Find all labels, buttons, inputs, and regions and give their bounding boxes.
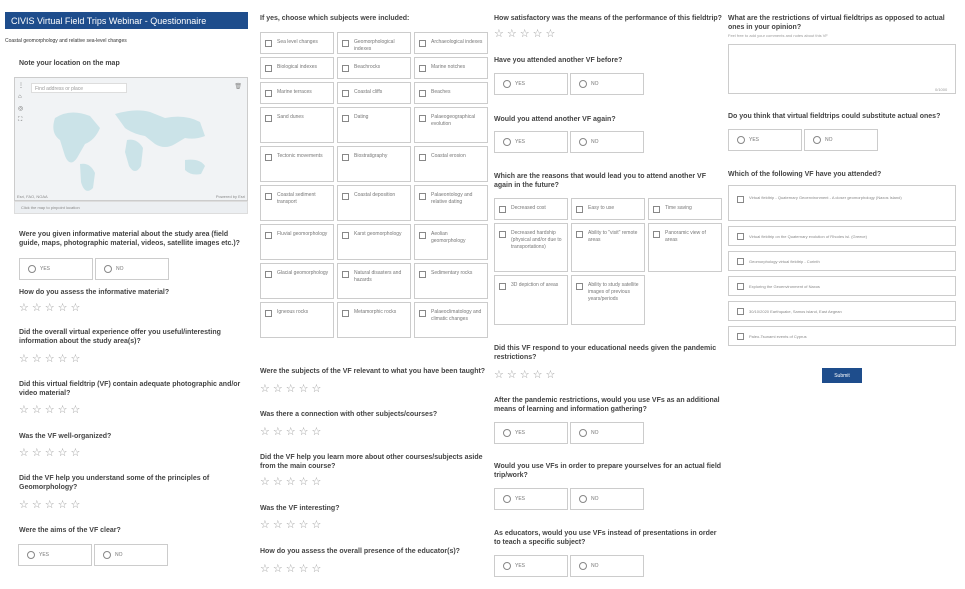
checkbox-icon <box>342 40 349 47</box>
c1-q4: Did this virtual fieldtrip (VF) contain adequate photographic and/or video material? <box>19 381 241 397</box>
c4-q1: What are the restrictions of virtual fieldtrips as opposed to actual ones in your opinion? <box>728 15 945 31</box>
no-option[interactable]: NO <box>570 488 644 510</box>
checkbox-icon <box>499 206 506 213</box>
attended-option[interactable]: Exploring the Geoenvironment of Naxos <box>728 276 956 296</box>
subject-option[interactable]: Metamorphic rocks <box>337 302 411 338</box>
checkbox-icon <box>737 233 744 240</box>
reasons-grid <box>494 198 722 325</box>
reason-option[interactable]: Easy to use <box>571 198 645 220</box>
attended-option[interactable]: 30/10/2020 Earthquake, Samos island, East Aegean <box>728 301 956 321</box>
star-icon[interactable]: ☆ <box>260 519 270 531</box>
map-location-hint: Click the map to pinpoint location <box>14 201 248 214</box>
radio-icon <box>503 80 511 88</box>
star-icon[interactable]: ☆ <box>44 447 55 459</box>
yes-option[interactable]: YES <box>494 555 568 577</box>
star-icon[interactable]: ☆ <box>70 404 81 416</box>
radio-icon <box>579 562 587 570</box>
checkbox-icon <box>499 231 506 238</box>
c2-q5: How do you assess the overall presence of the educator(s)? <box>260 548 460 555</box>
c2-q1: Were the subjects of the VF relevant to what you have been taught? <box>260 368 486 375</box>
star-icon[interactable]: ☆ <box>31 302 42 314</box>
form-header: CIVIS Virtual Field Trips Webinar - Questionnaire <box>5 12 248 29</box>
map-question: Note your location on the map <box>19 60 120 67</box>
yes-option[interactable]: YES <box>494 73 568 95</box>
star-icon[interactable]: ☆ <box>519 28 530 40</box>
subject-option[interactable]: Coastal cliffs <box>337 82 411 104</box>
c1-q7: Were the aims of the VF clear? <box>19 527 121 534</box>
checkbox-icon <box>342 310 349 317</box>
c3-q1-rating[interactable] <box>494 29 555 40</box>
checkbox-icon <box>265 65 272 72</box>
subject-option[interactable]: Palaeontology and relative dating <box>414 185 488 221</box>
checkbox-icon <box>737 196 744 203</box>
reason-option[interactable]: Time saving <box>648 198 722 220</box>
radio-icon <box>579 80 587 88</box>
yes-option[interactable]: YES <box>494 131 568 153</box>
c1-q7-options <box>18 544 168 566</box>
radio-icon <box>103 551 111 559</box>
star-icon[interactable]: ☆ <box>298 383 309 395</box>
c3-q7-options <box>494 488 644 510</box>
yes-option[interactable]: YES <box>19 258 93 280</box>
subjects-grid <box>260 32 488 338</box>
star-icon[interactable]: ☆ <box>19 499 29 511</box>
star-icon[interactable]: ☆ <box>298 426 309 438</box>
radio-icon <box>503 429 511 437</box>
c3-q6: After the pandemic restrictions, would you use VFs as an additional means of learning and information gathering? <box>494 397 720 413</box>
yes-option[interactable]: YES <box>494 488 568 510</box>
attended-option[interactable]: Paleo-Tsunami events of Cyprus <box>728 326 956 346</box>
star-icon[interactable]: ☆ <box>311 519 322 531</box>
checkbox-icon <box>342 154 349 161</box>
c1-q3: Did the overall virtual experience offer you useful/interesting information about the study area(s)? <box>19 329 221 345</box>
c1-q4-rating[interactable] <box>19 405 80 416</box>
checkbox-icon <box>737 283 744 290</box>
c3-q1: How satisfactory was the means of the performance of this fieldtrip? <box>494 15 722 22</box>
c2-subjects-question: If yes, choose which subjects were included: <box>260 15 410 22</box>
checkbox-icon <box>419 65 426 72</box>
subject-option[interactable]: Fluvial geomorphology <box>260 224 334 260</box>
subject-option[interactable]: Marine terraces <box>260 82 334 104</box>
restrictions-textarea[interactable] <box>728 44 956 94</box>
c3-q5-rating[interactable] <box>494 370 555 381</box>
c2-q2-rating[interactable] <box>260 427 321 438</box>
subject-option[interactable]: Biological indexes <box>260 57 334 79</box>
subject-option[interactable]: Archaeological indexes <box>414 32 488 54</box>
map-widget[interactable] <box>14 77 248 201</box>
c1-q2: How do you assess the informative material? <box>19 289 170 296</box>
star-icon[interactable]: ☆ <box>272 563 283 575</box>
star-icon[interactable]: ☆ <box>57 499 68 511</box>
c1-q1-options <box>19 258 169 280</box>
map-home-icon[interactable]: ⌂ <box>18 94 22 100</box>
yes-option[interactable]: YES <box>494 422 568 444</box>
c2-q5-rating[interactable] <box>260 564 321 575</box>
checkbox-icon <box>265 271 272 278</box>
reason-option[interactable]: Decreased cost <box>494 198 568 220</box>
no-option[interactable]: NO <box>95 258 169 280</box>
checkbox-icon <box>653 206 660 213</box>
checkbox-icon <box>342 65 349 72</box>
subject-option[interactable]: Geomorphological indexes <box>337 32 411 54</box>
star-icon[interactable]: ☆ <box>272 383 283 395</box>
star-icon[interactable]: ☆ <box>70 447 81 459</box>
star-icon[interactable]: ☆ <box>298 563 309 575</box>
star-icon[interactable]: ☆ <box>285 426 296 438</box>
checkbox-icon <box>342 193 349 200</box>
star-icon[interactable]: ☆ <box>19 302 29 314</box>
star-icon[interactable]: ☆ <box>298 519 309 531</box>
attended-option[interactable]: Virtual fieldtrip on the Quaternary evolution of Rhodes isl. (Greece) <box>728 226 956 246</box>
subject-option[interactable]: Dating <box>337 107 411 143</box>
star-icon[interactable]: ☆ <box>506 369 517 381</box>
c2-q4: Was the VF interesting? <box>260 505 340 512</box>
checkbox-icon <box>419 115 426 122</box>
star-icon[interactable]: ☆ <box>31 404 42 416</box>
radio-icon <box>737 136 745 144</box>
checkbox-icon <box>499 283 506 290</box>
c3-q3: Would you attend another VF again? <box>494 116 616 123</box>
subject-option[interactable]: Aeolian geomorphology <box>414 224 488 260</box>
checkbox-icon <box>419 193 426 200</box>
star-icon[interactable]: ☆ <box>285 519 296 531</box>
c1-q6: Did the VF help you understand some of the principles of Geomorphology? <box>19 475 210 491</box>
subject-option[interactable]: Sedimentary rocks <box>414 263 488 299</box>
star-icon[interactable]: ☆ <box>57 447 68 459</box>
star-icon[interactable]: ☆ <box>44 499 55 511</box>
star-icon[interactable]: ☆ <box>31 499 42 511</box>
subject-option[interactable]: Beaches <box>414 82 488 104</box>
c3-q8-options <box>494 555 644 577</box>
checkbox-icon <box>419 40 426 47</box>
star-icon[interactable]: ☆ <box>31 353 42 365</box>
subject-option[interactable]: Natural disasters and hazards <box>337 263 411 299</box>
star-icon[interactable]: ☆ <box>260 563 270 575</box>
star-icon[interactable]: ☆ <box>311 426 322 438</box>
star-icon[interactable]: ☆ <box>545 28 556 40</box>
subject-option[interactable]: Palaeogeographical evolution <box>414 107 488 143</box>
checkbox-icon <box>265 193 272 200</box>
checkbox-icon <box>342 115 349 122</box>
no-option[interactable]: NO <box>570 131 644 153</box>
form-subtitle: Coastal geomorphology and relative sea-level changes <box>5 38 127 44</box>
map-expand-icon[interactable]: ⛶ <box>18 117 23 123</box>
c4-q2: Do you think that virtual fieldtrips could substitute actual ones? <box>728 113 941 120</box>
radio-icon <box>503 138 511 146</box>
star-icon[interactable]: ☆ <box>57 404 68 416</box>
star-icon[interactable]: ☆ <box>494 28 504 40</box>
star-icon[interactable]: ☆ <box>519 369 530 381</box>
checkbox-icon <box>576 231 583 238</box>
star-icon[interactable]: ☆ <box>44 353 55 365</box>
c4-q3: Which of the following VF have you attended? <box>728 171 882 178</box>
star-icon[interactable]: ☆ <box>70 302 81 314</box>
c2-q2: Was there a connection with other subjects/courses? <box>260 411 438 418</box>
subject-option[interactable]: Sea level changes <box>260 32 334 54</box>
checkbox-icon <box>737 258 744 265</box>
c1-q2-rating[interactable] <box>19 303 80 314</box>
reason-option[interactable]: Panoramic view of areas <box>648 223 722 272</box>
subject-option[interactable]: Karst geomorphology <box>337 224 411 260</box>
checkbox-icon <box>419 90 426 97</box>
radio-icon <box>104 265 112 273</box>
radio-icon <box>579 495 587 503</box>
star-icon[interactable]: ☆ <box>494 369 504 381</box>
reason-option[interactable]: Ability to study satellite images of previous years/periods <box>571 275 645 325</box>
subject-option[interactable]: Marine notches <box>414 57 488 79</box>
c1-q1: Were you given informative material about the study area (field guide, maps, photographic material, videos, satellite images etc.)? <box>19 231 240 247</box>
c3-q6-options <box>494 422 644 444</box>
checkbox-icon <box>576 206 583 213</box>
star-icon[interactable]: ☆ <box>70 499 81 511</box>
checkbox-icon <box>419 232 426 239</box>
reason-option[interactable]: Decreased hardship (physical and/or due to transportations) <box>494 223 568 272</box>
attended-list <box>728 185 956 346</box>
star-icon[interactable]: ☆ <box>19 404 29 416</box>
radio-icon <box>579 429 587 437</box>
submit-button[interactable]: Submit <box>822 368 862 383</box>
star-icon[interactable]: ☆ <box>44 302 55 314</box>
star-icon[interactable]: ☆ <box>260 426 270 438</box>
no-option[interactable]: NO <box>570 422 644 444</box>
yes-option[interactable]: YES <box>728 129 802 151</box>
star-icon[interactable]: ☆ <box>260 476 270 488</box>
star-icon[interactable]: ☆ <box>311 476 322 488</box>
star-icon[interactable]: ☆ <box>532 369 543 381</box>
no-option[interactable]: NO <box>94 544 168 566</box>
checkbox-icon <box>265 40 272 47</box>
c4-q1-hint: Feel free to add your comments and notes about this VF <box>728 33 828 38</box>
c1-q5: Was the VF well-organized? <box>19 433 112 440</box>
checkbox-icon <box>419 154 426 161</box>
star-icon[interactable]: ☆ <box>285 476 296 488</box>
subject-option[interactable]: Tectonic movements <box>260 146 334 182</box>
empty-cell <box>648 275 722 325</box>
checkbox-icon <box>419 310 426 317</box>
star-icon[interactable]: ☆ <box>57 302 68 314</box>
no-option[interactable]: NO <box>570 73 644 95</box>
checkbox-icon <box>737 308 744 315</box>
yes-option[interactable]: YES <box>18 544 92 566</box>
star-icon[interactable]: ☆ <box>19 447 29 459</box>
star-icon[interactable]: ☆ <box>272 426 283 438</box>
checkbox-icon <box>737 333 744 340</box>
map-attribution: Esri, FAO, NOAA <box>17 194 48 199</box>
star-icon[interactable]: ☆ <box>44 404 55 416</box>
star-icon[interactable]: ☆ <box>272 519 283 531</box>
subject-option[interactable]: Glacial geomorphology <box>260 263 334 299</box>
map-tools <box>18 82 24 124</box>
checkbox-icon <box>342 271 349 278</box>
map-powered-by: Powered by Esri <box>215 194 245 199</box>
world-map-graphic <box>15 78 248 201</box>
star-icon[interactable]: ☆ <box>70 353 81 365</box>
star-icon[interactable]: ☆ <box>19 353 29 365</box>
star-icon[interactable]: ☆ <box>298 476 309 488</box>
star-icon[interactable]: ☆ <box>260 383 270 395</box>
star-icon[interactable]: ☆ <box>311 383 322 395</box>
radio-icon <box>813 136 821 144</box>
c4-q2-options <box>728 129 878 151</box>
subject-option[interactable]: Igneous rocks <box>260 302 334 338</box>
star-icon[interactable]: ☆ <box>285 563 296 575</box>
star-icon[interactable]: ☆ <box>31 447 42 459</box>
map-search-input[interactable]: Find address or place <box>31 83 127 93</box>
star-icon[interactable]: ☆ <box>272 476 283 488</box>
map-trash-icon[interactable]: 🗑 <box>234 84 242 90</box>
radio-icon <box>27 551 35 559</box>
c3-q2: Have you attended another VF before? <box>494 57 623 64</box>
c3-q3-options <box>494 131 644 153</box>
subject-option[interactable]: Beachrocks <box>337 57 411 79</box>
char-count: 0/1000 <box>935 87 948 92</box>
attended-option[interactable]: Geomorphology virtual fieldtrip - Corinth <box>728 251 956 271</box>
reason-option[interactable]: 3D depiction of areas <box>494 275 568 325</box>
checkbox-icon <box>342 232 349 239</box>
star-icon[interactable]: ☆ <box>545 369 556 381</box>
checkbox-icon <box>342 90 349 97</box>
star-icon[interactable]: ☆ <box>285 383 296 395</box>
radio-icon <box>503 495 511 503</box>
c3-q8: As educators, would you use VFs instead of presentations in order to teach a specific subject? <box>494 530 717 546</box>
radio-icon <box>28 265 36 273</box>
c2-q3: Did the VF help you learn more about other courses/subjects aside from the main course? <box>260 454 483 470</box>
subject-option[interactable]: Palaeoclimatology and climatic changes <box>414 302 488 338</box>
no-option[interactable]: NO <box>570 555 644 577</box>
radio-icon <box>579 138 587 146</box>
star-icon[interactable]: ☆ <box>532 28 543 40</box>
checkbox-icon <box>576 283 583 290</box>
checkbox-icon <box>265 115 272 122</box>
map-menu-icon[interactable]: ⋮ <box>18 83 24 89</box>
star-icon[interactable]: ☆ <box>57 353 68 365</box>
c1-q3-rating[interactable] <box>19 354 80 365</box>
checkbox-icon <box>265 154 272 161</box>
c2-q1-rating[interactable] <box>260 384 321 395</box>
c3-q4: Which are the reasons that would lead you to attend another VF again in the future? <box>494 173 706 189</box>
map-locate-icon[interactable]: ◎ <box>18 106 24 112</box>
subject-option[interactable]: Coastal sediment transport <box>260 185 334 221</box>
c3-q7: Would you use VFs in order to prepare yourselves for an actual field trip/work? <box>494 463 722 479</box>
c1-q5-rating[interactable] <box>19 448 80 459</box>
subject-option[interactable]: Biostratigraphy <box>337 146 411 182</box>
subject-option[interactable]: Coastal deposition <box>337 185 411 221</box>
radio-icon <box>503 562 511 570</box>
c1-q6-rating[interactable] <box>19 500 80 511</box>
c2-q4-rating[interactable] <box>260 520 321 531</box>
c3-q2-options <box>494 73 644 95</box>
checkbox-icon <box>419 271 426 278</box>
reason-option[interactable]: Ability to "visit" remote areas <box>571 223 645 272</box>
no-option[interactable]: NO <box>804 129 878 151</box>
c3-q5: Did this VF respond to your educational needs given the pandemic restrictions? <box>494 345 717 361</box>
subject-option[interactable]: Coastal erosion <box>414 146 488 182</box>
checkbox-icon <box>265 310 272 317</box>
checkbox-icon <box>653 231 660 238</box>
subject-option[interactable]: Sand dunes <box>260 107 334 143</box>
attended-option[interactable]: Virtual fieldtrip - Quaternary Geoenvironment - A closer geomorphology (Naxos Island) <box>728 185 956 221</box>
checkbox-icon <box>265 232 272 239</box>
star-icon[interactable]: ☆ <box>506 28 517 40</box>
checkbox-icon <box>265 90 272 97</box>
star-icon[interactable]: ☆ <box>311 563 322 575</box>
c2-q3-rating[interactable] <box>260 477 321 488</box>
